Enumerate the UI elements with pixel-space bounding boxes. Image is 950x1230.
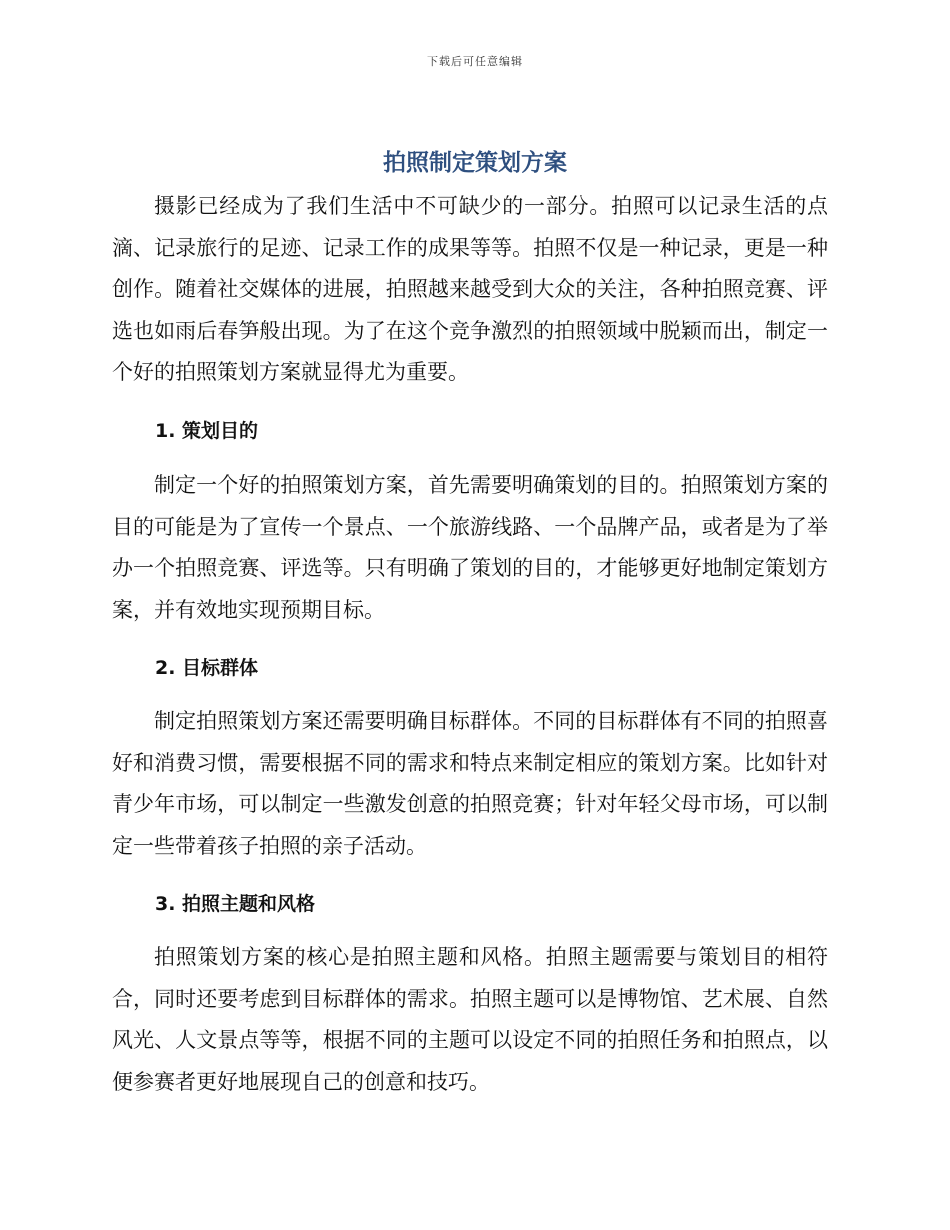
- header-note: 下载后可任意编辑: [427, 55, 523, 68]
- section-paragraph-target-group: 制定拍照策划方案还需要明确目标群体。不同的目标群体有不同的拍照喜好和消费习惯，需要根据不同的需求和特点来制定相应的策划方案。比如针对青少年市场，可以制定一些激发创意的拍照竞赛；针对年轻父母市场，可以制定一些带着孩子拍照的亲子活动。: [112, 709, 828, 858]
- intro-paragraph: 摄影已经成为了我们生活中不可缺少的一部分。拍照可以记录生活的点滴、记录旅行的足迹、记录工作的成果等等。拍照不仅是一种记录，更是一种创作。随着社交媒体的进展，拍照越来越受到大众的关注，各种拍照竞赛、评选也如雨后春笋般出现。为了在这个竞争激烈的拍照领域中脱颖而出，制定一个好的拍照策划方案就显得尤为重要。: [112, 194, 828, 384]
- section-paragraph-theme-style: 拍照策划方案的核心是拍照主题和风格。拍照主题需要与策划目的相符合，同时还要考虑到目标群体的需求。拍照主题可以是博物馆、艺术展、自然风光、人文景点等等，根据不同的主题可以设定不同的拍照任务和拍照点，以便参赛者更好地展现自己的创意和技巧。: [112, 945, 828, 1094]
- section-heading-target-group: 2. 目标群体: [155, 657, 259, 679]
- section-heading-purpose: 1. 策划目的: [155, 420, 259, 442]
- section-heading-theme-style: 3. 拍照主题和风格: [155, 893, 316, 915]
- section-paragraph-purpose: 制定一个好的拍照策划方案，首先需要明确策划的目的。拍照策划方案的目的可能是为了宣传一个景点、一个旅游线路、一个品牌产品，或者是为了举办一个拍照竞赛、评选等。只有明确了策划的目的，才能够更好地制定策划方案，并有效地实现预期目标。: [112, 473, 828, 622]
- document-title: 拍照制定策划方案: [383, 150, 567, 176]
